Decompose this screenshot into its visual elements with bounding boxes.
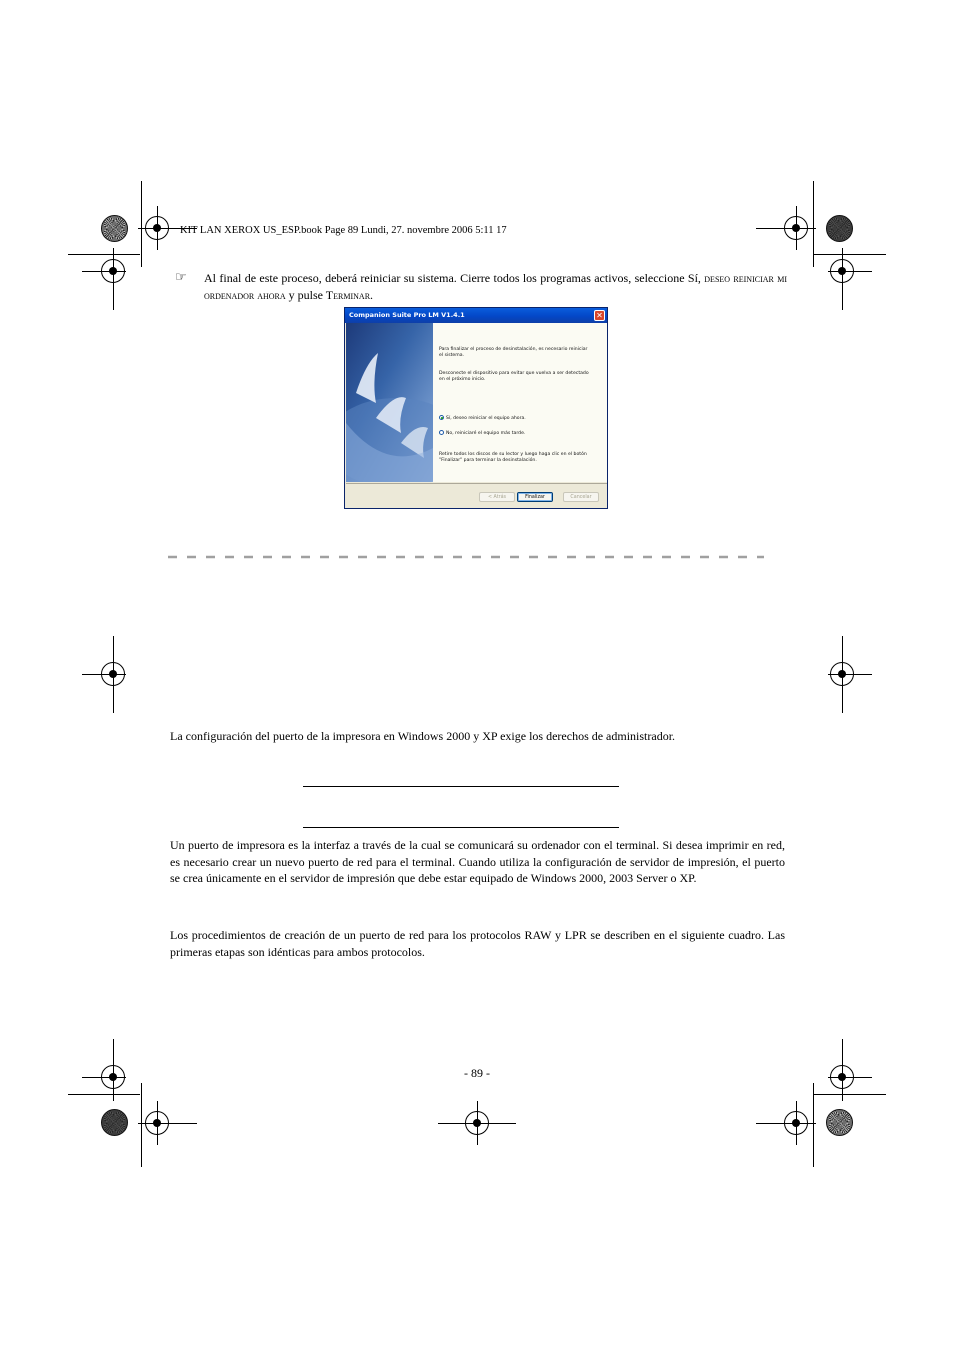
restart-note-text: Al final de este proceso, deberá reiniciar su sistema. Cierre todos los programas activos, seleccione Sí, deseo reiniciar mi ordenador ahora y pulse Terminar. (204, 271, 787, 302)
back-button[interactable]: < Atrás (479, 492, 515, 502)
crop-line (828, 674, 872, 675)
crop-line (157, 206, 158, 250)
dialog-content (433, 323, 607, 482)
printer-port-paragraph: Un puerto de impresora es la interfaz a través de la cual se comunicará su ordenador con el terminal. Si desea imprimir en red, es necesario crear un nuevo puerto de red para el terminal. Cuando utiliza la configuración de servidor de impresión, el puerto se crea únicamente en el servidor de impresión que debe estar equipado de Windows 2000, 2003 Server o XP. (170, 838, 785, 885)
admin-note: La configuración del puerto de la impresora en Windows 2000 y XP exige los derechos de administrador. (170, 729, 676, 743)
crop-line (141, 181, 142, 267)
title-rule-top (303, 786, 619, 787)
crop-line (82, 674, 126, 675)
crop-line (756, 1123, 816, 1124)
dialog-text-disconnect: Desconecte el dispositivo para evitar que vuelva a ser detectado en el próximo inicio. (439, 371, 589, 382)
crop-line (756, 228, 816, 229)
crop-line (828, 271, 872, 272)
crop-line (796, 206, 797, 250)
crop-line (842, 1039, 843, 1101)
print-header: KIT LAN XEROX US_ESP.book Page 89 Lundi, 27. novembre 2006 5:11 17 (180, 225, 507, 236)
dialog-title-bar (345, 308, 607, 323)
crop-line (82, 1077, 126, 1078)
procedures-paragraph: Los procedimientos de creación de un puerto de red para los protocolos RAW y LPR se describen en el siguiente cuadro. Las primeras etapas son idénticas para ambos protocolos. (170, 928, 785, 959)
radio-restart-now[interactable]: Sí, deseo reiniciar el equipo ahora. (439, 415, 526, 422)
dialog-title: Companion Suite Pro LM V1.4.1 (349, 311, 465, 319)
radio-selected-icon (439, 415, 444, 420)
wave-logo-icon (346, 323, 433, 482)
crop-line (138, 228, 197, 229)
radio-unselected-icon (439, 430, 444, 435)
crop-line (842, 636, 843, 713)
finish-button[interactable]: Finalizar (517, 492, 553, 502)
crop-line (813, 1083, 814, 1167)
crop-line (477, 1101, 478, 1145)
cancel-button[interactable]: Cancelar (563, 492, 599, 502)
crop-line (796, 1101, 797, 1145)
title-rule-bottom (303, 827, 619, 828)
page-number: - 89 - (464, 1066, 490, 1080)
dialog-separator (346, 483, 608, 484)
crop-line (113, 636, 114, 713)
crop-line (814, 1094, 886, 1095)
crop-line (157, 1101, 158, 1145)
restart-note (175, 270, 787, 303)
crop-line (828, 1077, 872, 1078)
uninstall-dialog (344, 307, 608, 509)
dashed-separator (168, 554, 764, 560)
crop-line (68, 254, 140, 255)
close-icon[interactable]: ✕ (594, 310, 605, 321)
crop-line (138, 1123, 197, 1124)
crop-line (141, 1083, 142, 1167)
crop-line (113, 1039, 114, 1101)
color-wheel-mark (826, 1109, 853, 1136)
dialog-text-restart: Para finalizar el proceso de desinstalación, es necesario reiniciar el sistema. (439, 347, 588, 358)
color-wheel-mark (826, 215, 853, 242)
pointing-hand-icon: ☞ (175, 270, 187, 285)
crop-line (82, 271, 126, 272)
crop-line (814, 254, 886, 255)
color-wheel-mark (101, 1109, 128, 1136)
crop-line (842, 248, 843, 310)
radio-restart-later[interactable]: No, reiniciaré el equipo más tarde. (439, 430, 525, 437)
color-wheel-mark (101, 215, 128, 242)
crop-line (113, 248, 114, 310)
dialog-text-remove-disks: Retire todos los discos de su lector y luego haga clic en el botón "Finalizar" para terminar la desinstalación. (439, 452, 587, 463)
dialog-side-graphic (346, 323, 433, 482)
crop-line (68, 1094, 140, 1095)
